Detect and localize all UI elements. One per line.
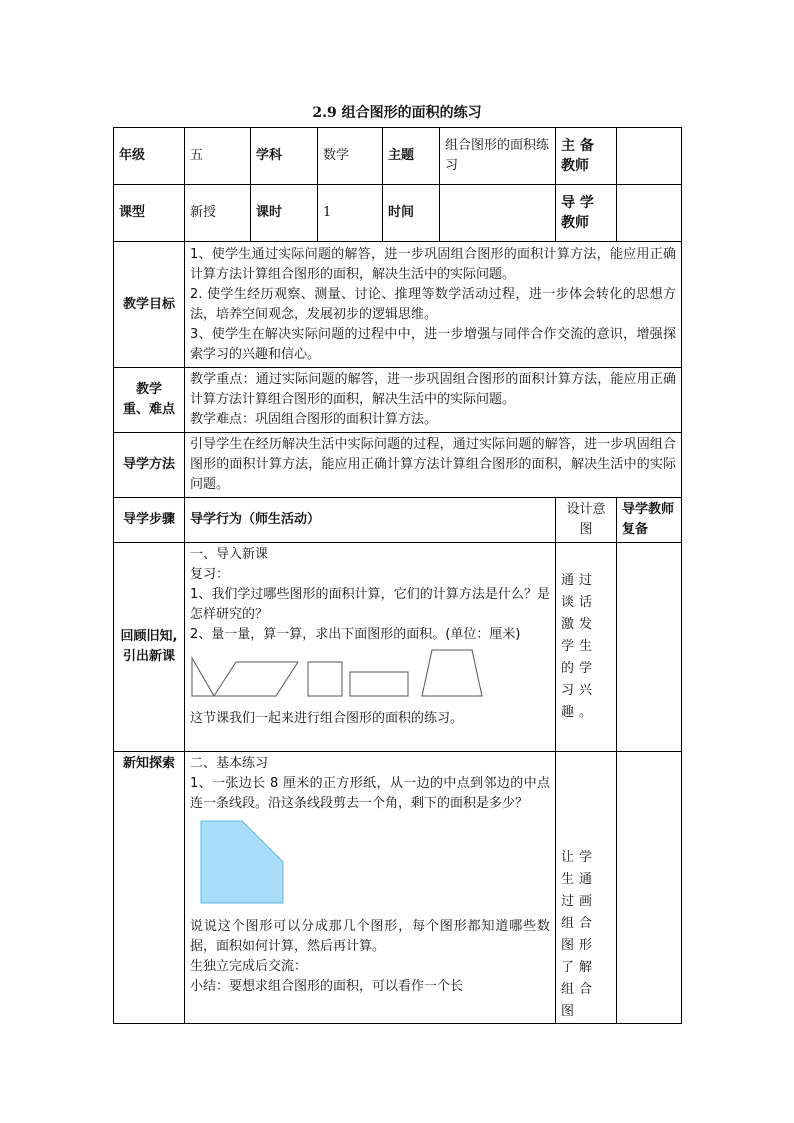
lead-teacher-label: 主 备 教师 bbox=[556, 128, 617, 185]
method-content bbox=[185, 433, 682, 498]
guide-teacher-value bbox=[617, 185, 682, 242]
section1-row bbox=[114, 543, 682, 752]
rectangle-shape bbox=[350, 672, 408, 696]
subject-value: 数学 bbox=[318, 128, 383, 185]
section1-line: 复习： bbox=[190, 567, 230, 582]
section2-review bbox=[617, 752, 682, 1024]
triangle-shape bbox=[192, 658, 214, 696]
method-label: 导学方法 bbox=[114, 433, 185, 498]
type-label: 课型 bbox=[114, 185, 185, 242]
square-shape bbox=[308, 662, 342, 696]
section1-line: 2、量一量，算一算，求出下面图形的面积。(单位：厘米) bbox=[190, 627, 521, 642]
section2-intent-cell bbox=[556, 752, 617, 1024]
method-text: 引导学生在经历解决生活中实际问题的过程，通过实际问题的解答，进一步巩固组合图形的面积计算方法，能应用正确计算方法计算组合图形的面积，解决生活中的实际问题。 bbox=[190, 437, 676, 492]
parallelogram-shape bbox=[214, 662, 298, 696]
time-value bbox=[440, 185, 556, 242]
section2-row bbox=[114, 752, 682, 1024]
goals-label: 教学目标 bbox=[114, 242, 185, 368]
grade-label: 年级 bbox=[114, 128, 185, 185]
subject-label: 学科 bbox=[251, 128, 318, 185]
topic-label: 主题 bbox=[383, 128, 440, 185]
grade-value: 五 bbox=[185, 128, 251, 185]
section2-content bbox=[185, 752, 556, 1024]
steps-header-row bbox=[114, 498, 682, 543]
section2-after-line: 小结：要想求组合图形的面积，可以看作一个长 bbox=[190, 979, 464, 994]
key-points-label-line2: 重、难点 bbox=[122, 402, 175, 417]
guide-teacher-label: 导 学 教师 bbox=[556, 185, 617, 242]
key-point-item: 教学难点：巩固组合图形的面积计算方法。 bbox=[190, 412, 438, 427]
key-point-item: 教学重点：通过实际问题的解答，进一步巩固组合图形的面积计算方法，能应用正确计算方法计算组合图形的面积，解决生活中的实际问题。 bbox=[190, 372, 676, 407]
header-row-2 bbox=[114, 185, 682, 242]
key-points-label-line1: 教学 bbox=[135, 382, 162, 397]
section2-line: 二、基本练习 bbox=[190, 756, 269, 771]
goal-item: 2. 使学生经历观察、测量、讨论、推理等数学活动过程，进一步体会转化的思想方法，培养空间观念，发展初步的逻辑思维。 bbox=[190, 286, 676, 322]
time-label: 时间 bbox=[383, 185, 440, 242]
cut-square-shape bbox=[201, 821, 283, 903]
key-points-label bbox=[114, 368, 185, 433]
lesson-plan-table bbox=[113, 127, 682, 1024]
hours-label: 课时 bbox=[251, 185, 318, 242]
intent-header: 设计意图 bbox=[556, 498, 617, 543]
section2-intent: 让学生通过画组合图形了解组合图 bbox=[561, 850, 598, 1019]
topic-value: 组合图形的面积练习 bbox=[440, 128, 556, 185]
header-row-1 bbox=[114, 128, 682, 185]
page-title: 2.9 组合图形的面积的练习 bbox=[312, 105, 482, 121]
section2-after-line: 说说这个图形可以分成那几个图形，每个图形都知道哪些数据，面积如何计算，然后再计算。 bbox=[190, 919, 550, 954]
section1-intent: 通过谈话激发学生的学习兴趣。 bbox=[556, 543, 617, 752]
goals-content bbox=[185, 242, 682, 368]
review-shapes bbox=[190, 648, 485, 700]
review-header: 导学教师复备 bbox=[617, 498, 682, 543]
behavior-header: 导学行为（师生活动） bbox=[185, 498, 556, 543]
key-points-row bbox=[114, 368, 682, 433]
section1-line: 1、我们学过哪些图形的面积计算，它们的计算方法是什么？是怎样研究的？ bbox=[190, 587, 550, 622]
section1-review bbox=[617, 543, 682, 752]
section2-after-line: 生独立完成后交流： bbox=[190, 959, 308, 974]
section2-line: 1、一张边长 8 厘米的正方形纸，从一边的中点到邻边的中点连一条线段。沿这条线段剪去一个角，剩下的面积是多少？ bbox=[190, 776, 550, 811]
method-row bbox=[114, 433, 682, 498]
goal-item: 3、使学生在解决实际问题的过程中中，进一步增强与同伴合作交流的意识，增强探索学习的兴趣和信心。 bbox=[190, 326, 676, 362]
trapezoid-shape bbox=[422, 650, 482, 696]
type-value: 新授 bbox=[185, 185, 251, 242]
hours-value: 1 bbox=[318, 185, 383, 242]
section1-content bbox=[185, 543, 556, 752]
section1-label bbox=[114, 543, 185, 752]
section1-closing: 这节课我们一起来进行组合图形的面积的练习。 bbox=[190, 711, 464, 726]
section2-label: 新知探索 bbox=[114, 752, 185, 1024]
key-points-content bbox=[185, 368, 682, 433]
section1-label-line2: 引出新课 bbox=[122, 649, 175, 664]
goal-item: 1、使学生通过实际问题的解答，进一步巩固组合图形的面积计算方法，能应用正确计算方法计算组合图形的面积，解决生活中的实际问题。 bbox=[190, 246, 676, 282]
lead-teacher-value bbox=[617, 128, 682, 185]
cut-square-figure bbox=[200, 820, 290, 904]
steps-header: 导学步骤 bbox=[114, 498, 185, 543]
section1-label-line1: 回顾旧知, bbox=[120, 629, 178, 644]
goals-row bbox=[114, 242, 682, 368]
section1-line: 一、导入新课 bbox=[190, 547, 269, 562]
